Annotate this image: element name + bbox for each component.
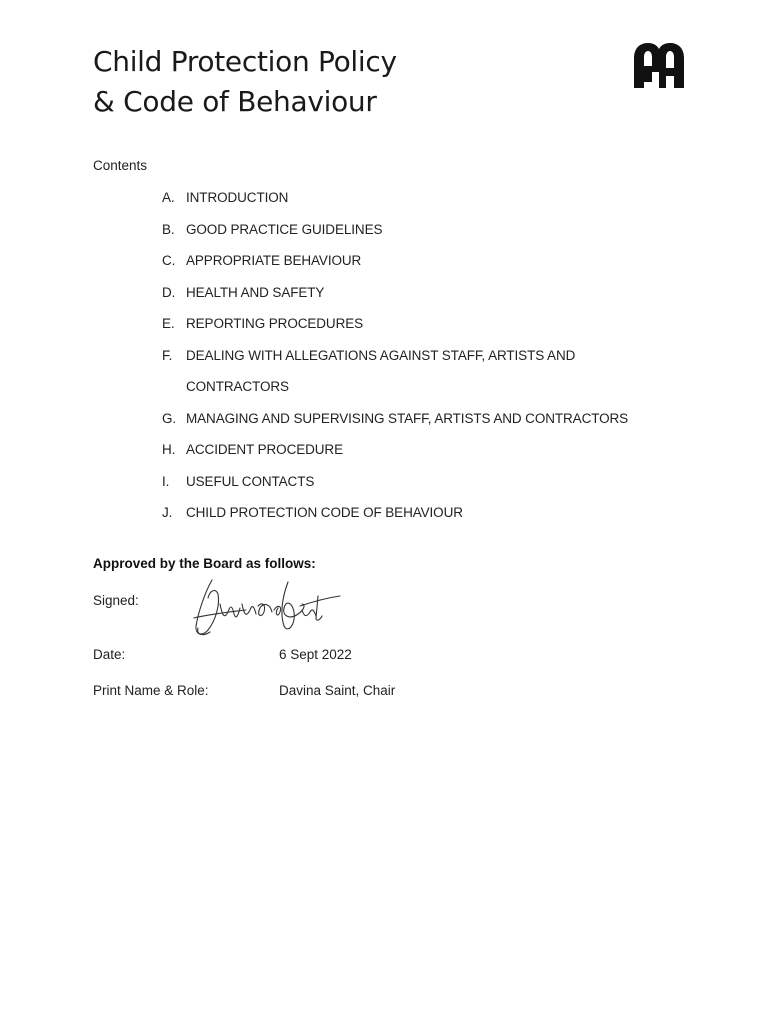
toc-item-b	[162, 214, 662, 246]
title-line-2: & Code of Behaviour	[93, 85, 377, 118]
print-name-value: Davina Saint, Chair	[279, 683, 396, 698]
toc-item-c	[162, 245, 662, 277]
toc-text: REPORTING PROCEDURES	[186, 316, 364, 331]
toc-item-d	[162, 277, 662, 309]
signed-label: Signed:	[93, 593, 139, 608]
toc-letter: J.	[162, 505, 173, 520]
toc-item-a	[162, 182, 662, 214]
toc-letter: H.	[162, 442, 176, 457]
contents-label: Contents	[93, 158, 148, 173]
toc-letter: E.	[162, 316, 175, 331]
organisation-logo-icon	[632, 42, 686, 90]
toc-text: INTRODUCTION	[186, 190, 289, 205]
toc-text: GOOD PRACTICE GUIDELINES	[186, 221, 383, 237]
date-value: 6 Sept 2022	[279, 647, 352, 662]
toc-item-i	[162, 466, 662, 498]
toc-text: USEFUL CONTACTS	[186, 473, 315, 489]
toc-letter: F.	[162, 347, 173, 363]
toc-letter: I.	[162, 473, 170, 489]
table-of-contents	[162, 182, 662, 529]
handwritten-signature	[190, 574, 345, 640]
title-line-1: Child Protection Policy	[93, 45, 397, 78]
toc-text: APPROPRIATE BEHAVIOUR	[186, 253, 362, 268]
toc-text: HEALTH AND SAFETY	[186, 284, 325, 300]
toc-letter: G.	[162, 410, 177, 426]
toc-item-g	[162, 403, 662, 435]
toc-text: ACCIDENT PROCEDURE	[186, 442, 343, 457]
toc-letter: C.	[162, 253, 176, 268]
toc-item-j	[162, 497, 662, 529]
toc-letter: D.	[162, 284, 176, 300]
toc-item-f	[162, 340, 662, 403]
toc-letter: A.	[162, 190, 175, 205]
toc-item-h	[162, 434, 662, 466]
document-title	[93, 42, 397, 122]
toc-text: CHILD PROTECTION CODE OF BEHAVIOUR	[186, 505, 463, 520]
print-name-label: Print Name & Role:	[93, 683, 209, 698]
date-label: Date:	[93, 647, 126, 662]
toc-letter: B.	[162, 221, 175, 237]
approval-heading: Approved by the Board as follows:	[93, 556, 316, 571]
toc-text: DEALING WITH ALLEGATIONS AGAINST STAFF, ARTISTS AND CONTRACTORS	[186, 347, 576, 394]
toc-text: MANAGING AND SUPERVISING STAFF, ARTISTS AND CONTRACTORS	[186, 410, 629, 426]
toc-item-e	[162, 308, 662, 340]
